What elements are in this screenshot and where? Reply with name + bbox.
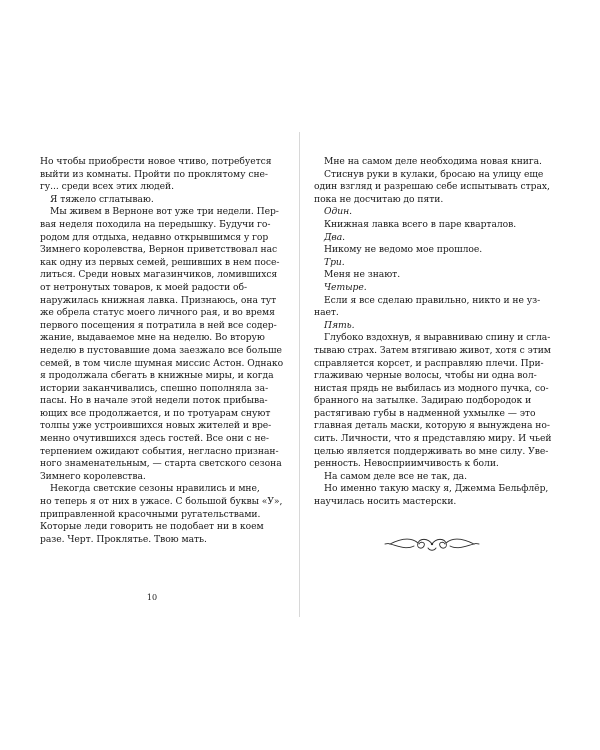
text-line: бранного на затылке. Задираю подбородок и (314, 395, 532, 407)
text-line: Глубоко вздохнув, я выравниваю спину и сгла- (324, 332, 551, 344)
text-line: вая неделя походила на передышку. Будучи го- (40, 218, 271, 230)
text-line: растягиваю губы в надменной ухмылке — это (314, 407, 536, 419)
text-line: ного знаменательным, — старта светского сезона (40, 458, 282, 470)
left-page (40, 156, 296, 546)
text-line: целью является поддерживать во мне силу. Уве- (314, 445, 549, 457)
text-line: же обрела статус моего личного рая, и во время (40, 307, 275, 319)
text-line: Меня не знают. (324, 269, 401, 281)
text-line: справляется корсет, и расправляю плечи. При- (314, 357, 544, 369)
text-line: тываю страх. Затем втягиваю живот, хотя с этим (314, 344, 551, 356)
page-gutter (299, 132, 300, 617)
text-line: толпы уже устроившихся новых жителей и вре- (40, 420, 272, 432)
text-line: Четыре. (324, 281, 367, 293)
text-line: главная деталь маски, которую я вынуждена но- (314, 420, 550, 432)
text-line: Которые леди говорить не подобает ни в коем (40, 521, 264, 533)
text-line: семей, в том числе шумная миссис Астон. Однако (40, 357, 284, 369)
text-line: научилась носить мастерски. (314, 496, 457, 508)
text-line: Но именно такую маску я, Джемма Бельфлёр, (324, 483, 549, 495)
text-line: Один. (324, 206, 352, 218)
text-line: Зимнего королевства, Вернон приветствовал нас (40, 244, 278, 256)
text-line: неделю в пустовавшие дома заезжало все больше (40, 344, 282, 356)
text-line: менно очутившихся здесь гостей. Все они с не- (40, 433, 269, 445)
text-line: но теперь я от них в ужасе. С большой буквы «У», (40, 496, 283, 508)
text-line: Книжная лавка всего в паре кварталов. (324, 218, 517, 230)
flourish-ornament-icon (384, 532, 480, 556)
text-line: первого посещения я потратила в ней все содер- (40, 319, 277, 331)
text-line: я продолжала сбегать в книжные миры, и когда (40, 370, 274, 382)
text-line: жание, выдаваемое мне на неделю. Во вторую (40, 332, 265, 344)
text-line: пасы. Но в начале этой недели поток прибыва- (40, 395, 268, 407)
text-line: истории заканчивались, спешно пополняла за- (40, 382, 269, 394)
text-line: Никому не ведомо мое прошлое. (324, 244, 483, 256)
text-line: приправленной красочными ругательствами. (40, 508, 261, 520)
text-line: Но чтобы приобрести новое чтиво, потребуется (40, 156, 272, 167)
right-page (314, 156, 570, 509)
text-line: от нетронутых товаров, к моей радости об- (40, 281, 248, 293)
text-line: Мы живем в Верноне вот уже три недели. Пер- (50, 206, 279, 218)
text-line: один взгляд и разрешаю себе испытывать страх, (314, 181, 550, 193)
page-number: 10 (146, 593, 158, 602)
text-line: нистая прядь не выбилась из модного пучка, со- (314, 382, 549, 394)
text-line: Стиснув руки в кулаки, бросаю на улицу еще (324, 168, 544, 180)
text-line: ренность. Невосприимчивость к боли. (314, 458, 499, 470)
text-line: как одну из первых семей, решивших в нем посе- (40, 256, 280, 268)
text-line: выйти из комнаты. Пройти по проклятому сне- (40, 168, 268, 180)
text-line: пока не досчитаю до пяти. (314, 193, 444, 205)
text-line: родом для отдыха, недавно открывшимся у гор (40, 231, 269, 243)
text-line: Зимнего королевства. (40, 470, 146, 482)
text-line: Два. (324, 231, 346, 243)
text-line: Если я все сделаю правильно, никто и не уз- (324, 294, 541, 306)
text-line: Пять. (324, 319, 355, 331)
text-line: На самом деле все не так, да. (324, 470, 467, 482)
text-line: разе. Черт. Проклятье. Твою мать. (40, 533, 207, 545)
text-line: нает. (314, 307, 339, 319)
text-line: Я тяжело сглатываю. (50, 193, 154, 205)
text-line: глаживаю черные волосы, чтобы ни одна вол- (314, 370, 537, 382)
text-line: наружилась книжная лавка. Признаюсь, она тут (40, 294, 277, 306)
text-line: ющих все продолжается, и по тротуарам снуют (40, 407, 271, 419)
text-line: гу... среди всех этих людей. (40, 181, 174, 193)
text-line: терпением ожидают события, негласно признан- (40, 445, 279, 457)
text-line: Три. (324, 256, 345, 268)
text-line: Некогда светские сезоны нравились и мне, (50, 483, 260, 495)
text-line: Мне на самом деле необходима новая книга. (324, 156, 542, 167)
text-line: сить. Личности, что я представляю миру. И чьей (314, 433, 552, 445)
text-line: литься. Среди новых магазинчиков, ломившихся (40, 269, 278, 281)
